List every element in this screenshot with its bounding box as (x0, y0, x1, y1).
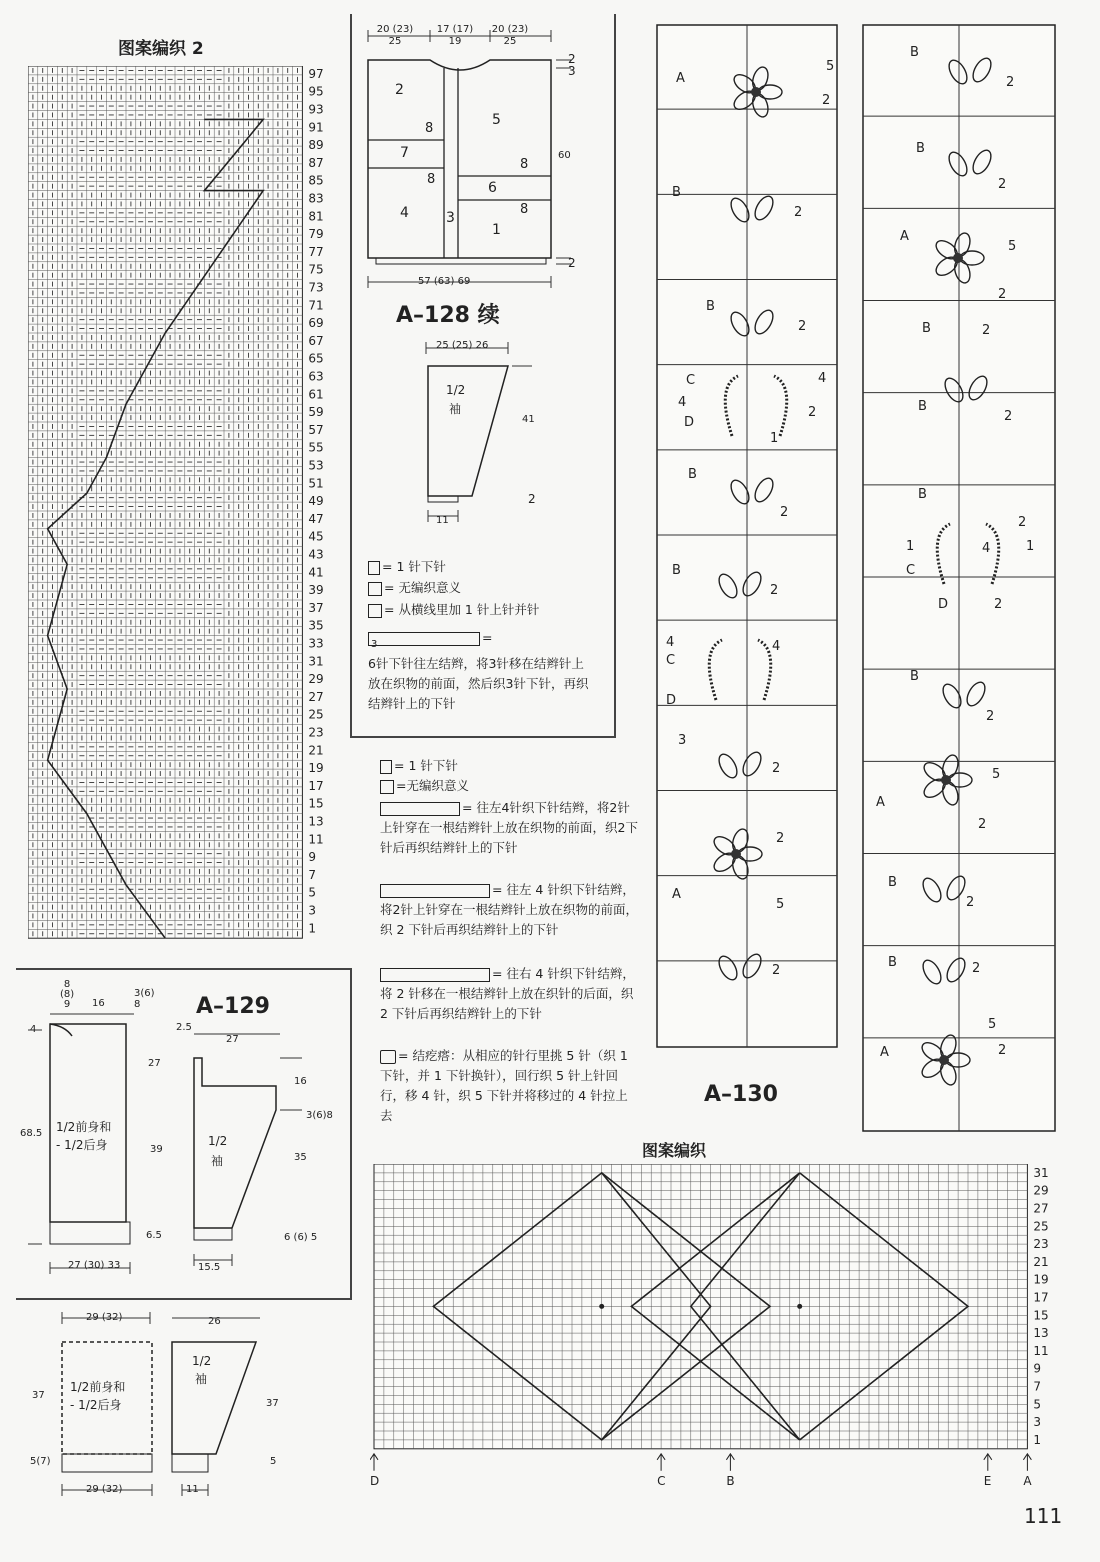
chart2-row-label: 7 (308, 867, 317, 882)
a129-dim-27: 27 (148, 1058, 161, 1069)
a128-piece-3: 3 (446, 210, 455, 226)
dim-text: 17 (17) (436, 24, 474, 35)
a128-right-2: 2 (568, 52, 576, 66)
legend-text: = 往左4针织下针结辫，将2针上针穿在一根结辫针上放在织物的前面，织2下针后再织结辫针上的下针 (380, 800, 638, 855)
legend2-line2 (380, 776, 469, 796)
motif-label: 2 (982, 323, 991, 338)
a128-sleeve-bottom: 11 (436, 515, 449, 526)
motif-label: A (876, 795, 885, 810)
a128-piece-8b: 8 (520, 157, 529, 172)
chart3-row-label: 19 (1033, 1272, 1049, 1287)
a128-top-dim-1 (375, 24, 415, 48)
motif-label: 1 (770, 431, 779, 446)
a129-right-16: 16 (294, 1076, 307, 1087)
chart3-row-label: 29 (1033, 1183, 1049, 1198)
a129-dim-39: 39 (150, 1144, 163, 1155)
a129-left-4: 4 (30, 1024, 37, 1035)
legend2-p2 (380, 880, 640, 940)
dim-text: 20 (23) (376, 24, 414, 35)
legend-text: = 往左 4 针织下针结辫，将2针上针穿在一根结辫针上放在织物的前面，织 2 下针后再织结辫针上的下针 (380, 882, 638, 937)
chart3-row-label: 31 (1033, 1165, 1049, 1180)
motif-label: 2 (794, 205, 803, 220)
a129-dim-65: 6.5 (146, 1230, 162, 1241)
cable-left-symbol-icon (380, 802, 460, 816)
a129-height: 68.5 (20, 1128, 43, 1139)
a130-title: A–130 (704, 1082, 778, 1107)
chart3-row-label: 17 (1033, 1290, 1049, 1305)
chart2-row-label: 43 (308, 547, 324, 562)
motif-label: B (888, 955, 897, 970)
motif-label: A (880, 1045, 889, 1060)
motif-label: A (900, 229, 909, 244)
legend-text: =无编织意义 (396, 778, 469, 793)
a128-piece-2: 2 (395, 82, 404, 98)
motif-label: B (706, 299, 715, 314)
motif-label: 2 (1006, 75, 1015, 90)
dim-text: 9 (63, 999, 71, 1010)
chart2-row-label: 57 (308, 422, 324, 437)
a128-title: A–128 续 (396, 303, 500, 328)
knit-symbol-icon (368, 561, 380, 575)
legend1-line3 (368, 600, 539, 620)
motif-label: 2 (998, 1043, 1007, 1058)
legend-text: = 往右 4 针织下针结辫，将 2 针移在一根结辫针上放在织针的后面，织 2 下针后再织结辫针上的下针 (380, 966, 635, 1021)
motif-label: 3 (678, 733, 687, 748)
marker-label: D (370, 1473, 380, 1488)
a129-body-label-1: 1/2前身和 (56, 1120, 112, 1134)
motif-label: B (888, 875, 897, 890)
a128-piece-1: 1 (492, 222, 501, 238)
a129-right-35: 35 (294, 1152, 307, 1163)
chart2-row-label: 11 (308, 832, 324, 847)
chart3-row-label: 7 (1033, 1379, 1042, 1394)
legend-text: = 从横线里加 1 针上针并针 (384, 602, 540, 617)
chart2-row-label: 19 (308, 761, 324, 776)
chart2-row-label: 61 (308, 387, 324, 402)
a130-strip-1 (656, 24, 838, 1048)
chart2-row-label: 5 (308, 885, 317, 900)
chart2-row-label: 53 (308, 458, 324, 473)
page-number: 111 (1024, 1504, 1063, 1528)
a128-sleeve-label-2: 袖 (449, 402, 462, 416)
motif-label: B (910, 669, 919, 684)
chart2-row-label: 25 (308, 707, 324, 722)
motif-label: B (688, 467, 697, 482)
a129b-left-bottom: 5(7) (30, 1456, 51, 1467)
chart2-row-label: 23 (308, 725, 324, 740)
chart2-row-label: 33 (308, 636, 324, 651)
chart2-row-label: 1 (308, 921, 317, 936)
motif-label: 2 (998, 287, 1007, 302)
chart2-row-label: 47 (308, 511, 324, 526)
a129-right-665: 6 (6) 5 (284, 1232, 318, 1243)
chart2-row-label: 17 (308, 778, 324, 793)
a128-piece-5: 5 (492, 112, 501, 128)
motif-label: A (672, 887, 681, 902)
a129-body-label-2: - 1/2后身 (56, 1138, 108, 1152)
a128-top-dim-2 (435, 24, 475, 48)
knit-symbol-icon (380, 760, 392, 774)
motif-label: 2 (1004, 409, 1013, 424)
legend2-line1 (380, 756, 458, 776)
dim-text: 25 (388, 36, 402, 47)
motif-label: 5 (1008, 239, 1017, 254)
chart2-row-label: 27 (308, 689, 324, 704)
chart3-row-label: 27 (1033, 1201, 1049, 1216)
motif-label: B (918, 487, 927, 502)
motif-label: 5 (776, 897, 785, 912)
increase-symbol-icon (368, 604, 382, 618)
legend2-p1 (380, 798, 640, 858)
chart2-row-label: 89 (308, 138, 324, 153)
chart3-row-label: 5 (1033, 1397, 1042, 1412)
a128-piece-4: 4 (400, 205, 409, 221)
a128-sleeve-label-1: 1/2 (446, 383, 466, 397)
chart3-row-label: 3 (1033, 1415, 1042, 1430)
a128-top-dim-3 (490, 24, 530, 48)
legend-text: = (482, 630, 493, 645)
chart2-title: 图案编织 2 (118, 39, 204, 59)
a129b-height: 37 (32, 1390, 45, 1401)
a129b-body-label-1: 1/2前身和 (70, 1380, 126, 1394)
motif-label: 2 (978, 817, 987, 832)
marker-label: B (726, 1473, 735, 1488)
chart3-row-label: 13 (1033, 1326, 1049, 1341)
chart3-row-label: 23 (1033, 1237, 1049, 1252)
dim-text: (8) (60, 989, 75, 1000)
motif-label: 1 (906, 539, 915, 554)
a129-top-36 (134, 988, 155, 1010)
marker-label: E (983, 1473, 992, 1488)
motif-label: C (906, 563, 916, 578)
chart2-row-label: 93 (308, 102, 324, 117)
a129b-body-label-2: - 1/2后身 (70, 1398, 122, 1412)
motif-label: 2 (998, 177, 1007, 192)
empty-symbol-icon (380, 780, 394, 794)
dim-text: 19 (448, 36, 462, 47)
chart2-row-label: 3 (308, 903, 317, 918)
a129b-bottom: 29 (32) (86, 1484, 123, 1495)
motif-label: 4 (666, 635, 675, 650)
chart2-row-label: 85 (308, 173, 324, 188)
legend1-line1 (368, 557, 446, 577)
a129-body-bottom: 27 (30) 33 (68, 1260, 121, 1271)
motif-label: 5 (992, 767, 1001, 782)
marker-label: A (1023, 1473, 1032, 1488)
a129b-top: 29 (32) (86, 1312, 123, 1323)
bobble-symbol-icon (380, 1050, 396, 1064)
motif-label: B (916, 141, 925, 156)
marker-label: C (657, 1473, 666, 1488)
chart2-row-label: 77 (308, 244, 324, 259)
motif-label: 2 (808, 405, 817, 420)
legend-text: = 无编织意义 (384, 580, 461, 595)
chart3-grid (370, 1164, 1070, 1504)
a129-title: A–129 (196, 994, 270, 1019)
a128-piece-8a: 8 (425, 121, 434, 136)
motif-label: 2 (986, 709, 995, 724)
dim-text: 20 (23) (491, 24, 529, 35)
chart2-row-label: 91 (308, 120, 324, 135)
motif-label: 2 (966, 895, 975, 910)
chart2-row-label: 9 (308, 850, 317, 865)
cable-right-symbol-icon (380, 968, 490, 982)
cable-symbol-icon (368, 632, 480, 650)
motif-label: D (684, 415, 695, 430)
chart2-row-label: 95 (308, 84, 324, 99)
chart2-row-label: 41 (308, 565, 324, 580)
legend2-p4 (380, 1046, 640, 1126)
motif-label: 2 (770, 583, 779, 598)
chart2-row-label: 21 (308, 743, 324, 758)
a129b-sleeve-bottom: 11 (186, 1484, 199, 1495)
motif-label: 4 (678, 395, 687, 410)
a128-sleeve-top: 25 (25) 26 (436, 340, 489, 351)
motif-label: 2 (1018, 515, 1027, 530)
a128-bottom-width: 57 (63) 69 (418, 276, 471, 287)
chart2-row-label: 73 (308, 280, 324, 295)
chart3-row-label: 1 (1033, 1432, 1042, 1447)
a128-piece-7: 7 (400, 145, 409, 161)
legend1-line4 (368, 628, 492, 648)
cable-left-symbol-icon (380, 884, 490, 898)
motif-label: 1 (1026, 539, 1035, 554)
chart2-row-label: 71 (308, 298, 324, 313)
chart2-row-label: 37 (308, 600, 324, 615)
motif-label: 2 (780, 505, 789, 520)
motif-label: 5 (988, 1017, 997, 1032)
dim-text: 8 (63, 979, 71, 990)
chart2-row-label: 55 (308, 440, 324, 455)
chart3-row-label: 25 (1033, 1219, 1049, 1234)
a129-sleeve-top: 27 (226, 1034, 239, 1045)
a128-piece-6: 6 (488, 180, 497, 196)
motif-label: 2 (994, 597, 1003, 612)
chart2-row-label: 75 (308, 262, 324, 277)
a129-sleeve-bottom: 15.5 (198, 1262, 221, 1273)
a128-sleeve-height: 41 (522, 414, 535, 425)
chart3-row-label: 9 (1033, 1361, 1042, 1376)
chart3-row-label: 21 (1033, 1254, 1049, 1269)
dim-text: 3(6) (134, 988, 155, 999)
dim-text: 8 (134, 999, 141, 1010)
legend-text: = 1 针下针 (394, 758, 458, 773)
motif-label: B (672, 185, 681, 200)
dim-text: 25 (503, 36, 517, 47)
a129b-sleeve-height: 37 (266, 1398, 279, 1409)
motif-label: B (922, 321, 931, 336)
legend2-p3 (380, 964, 640, 1024)
a129-sleeve-top-left: 2.5 (176, 1022, 192, 1033)
a128-sleeve-right: 2 (528, 492, 536, 506)
chart2-row-label: 67 (308, 333, 324, 348)
chart2-row-label: 39 (308, 583, 324, 598)
chart2-row-label: 35 (308, 618, 324, 633)
chart2-row-label: 31 (308, 654, 324, 669)
motif-label: B (918, 399, 927, 414)
chart2-row-label: 87 (308, 155, 324, 170)
chart2-row-label: 29 (308, 672, 324, 687)
chart3-row-label: 15 (1033, 1308, 1049, 1323)
motif-label: 4 (982, 541, 991, 556)
motif-label: 2 (772, 963, 781, 978)
empty-symbol-icon (368, 582, 382, 596)
motif-label: C (686, 373, 696, 388)
bobble-dot (599, 1304, 604, 1309)
a128-piece-8c: 8 (427, 172, 436, 187)
chart2-row-label: 15 (308, 796, 324, 811)
motif-label: 5 (826, 59, 835, 74)
a128-piece-8d: 8 (520, 202, 529, 217)
chart3-row-label: 11 (1033, 1343, 1049, 1358)
chart2-row-label: 51 (308, 476, 324, 491)
motif-label: D (666, 693, 677, 708)
a129-top-8 (60, 980, 74, 1010)
motif-label: 2 (798, 319, 807, 334)
motif-label: 4 (818, 371, 827, 386)
motif-label: 2 (972, 961, 981, 976)
motif-label: B (672, 563, 681, 578)
motif-label: 2 (772, 761, 781, 776)
chart2-row-label: 59 (308, 405, 324, 420)
a129b-sleeve-right: 5 (270, 1456, 277, 1467)
legend-text: = 结疙瘩：从相应的针行里挑 5 针（织 1 下针，并 1 下针换针），回行织 5 针上针回行，移 4 针，织 5 下针并将移过的 4 针拉上去 (380, 1048, 628, 1123)
a129-sleeve-label-2: 袖 (211, 1154, 224, 1168)
a129b-sleeve-label-2: 袖 (195, 1372, 208, 1386)
chart2-row-label: 81 (308, 209, 324, 224)
legend-text: = 1 针下针 (382, 559, 446, 574)
a128-right-3: 3 (568, 64, 576, 78)
chart2-row-label: 63 (308, 369, 324, 384)
a128-sleeve (416, 336, 566, 536)
chart2-row-label: 79 (308, 227, 324, 242)
motif-label: 2 (822, 93, 831, 108)
motif-label: B (910, 45, 919, 60)
a129b-sleeve-label-1: 1/2 (192, 1354, 212, 1368)
legend1-line2 (368, 578, 461, 598)
chart2-row-label: 49 (308, 494, 324, 509)
a130-strip-2 (862, 24, 1056, 1132)
a129-sleeve-label-1: 1/2 (208, 1134, 228, 1148)
motif-label: D (938, 597, 949, 612)
a129b-sleeve-top: 26 (208, 1316, 221, 1327)
a128-height: 60 (558, 150, 571, 161)
motif-label: 4 (772, 639, 781, 654)
chart2-row-label: 45 (308, 529, 324, 544)
chart2-grid (28, 66, 348, 966)
chart2-row-label: 97 (308, 66, 324, 81)
a128-bottom-right: 2 (568, 256, 576, 270)
a129-top-16: 16 (92, 998, 105, 1009)
chart3-title: 图案编织 (642, 1141, 707, 1160)
a129-right-368: 3(6)8 (306, 1110, 333, 1121)
legend-box-text: 3 (371, 638, 378, 650)
motif-label: C (666, 653, 676, 668)
chart2-row-label: 69 (308, 316, 324, 331)
bobble-dot (797, 1304, 802, 1309)
chart2-row-label: 13 (308, 814, 324, 829)
chart2-row-label: 83 (308, 191, 324, 206)
chart2-row-label: 65 (308, 351, 324, 366)
motif-label: A (676, 71, 685, 86)
motif-label: 2 (776, 831, 785, 846)
legend1-desc: 6针下针往左结辫，将3针移在结辫针上放在织物的前面，然后织3针下针，再织结辫针上的下针 (368, 656, 589, 711)
